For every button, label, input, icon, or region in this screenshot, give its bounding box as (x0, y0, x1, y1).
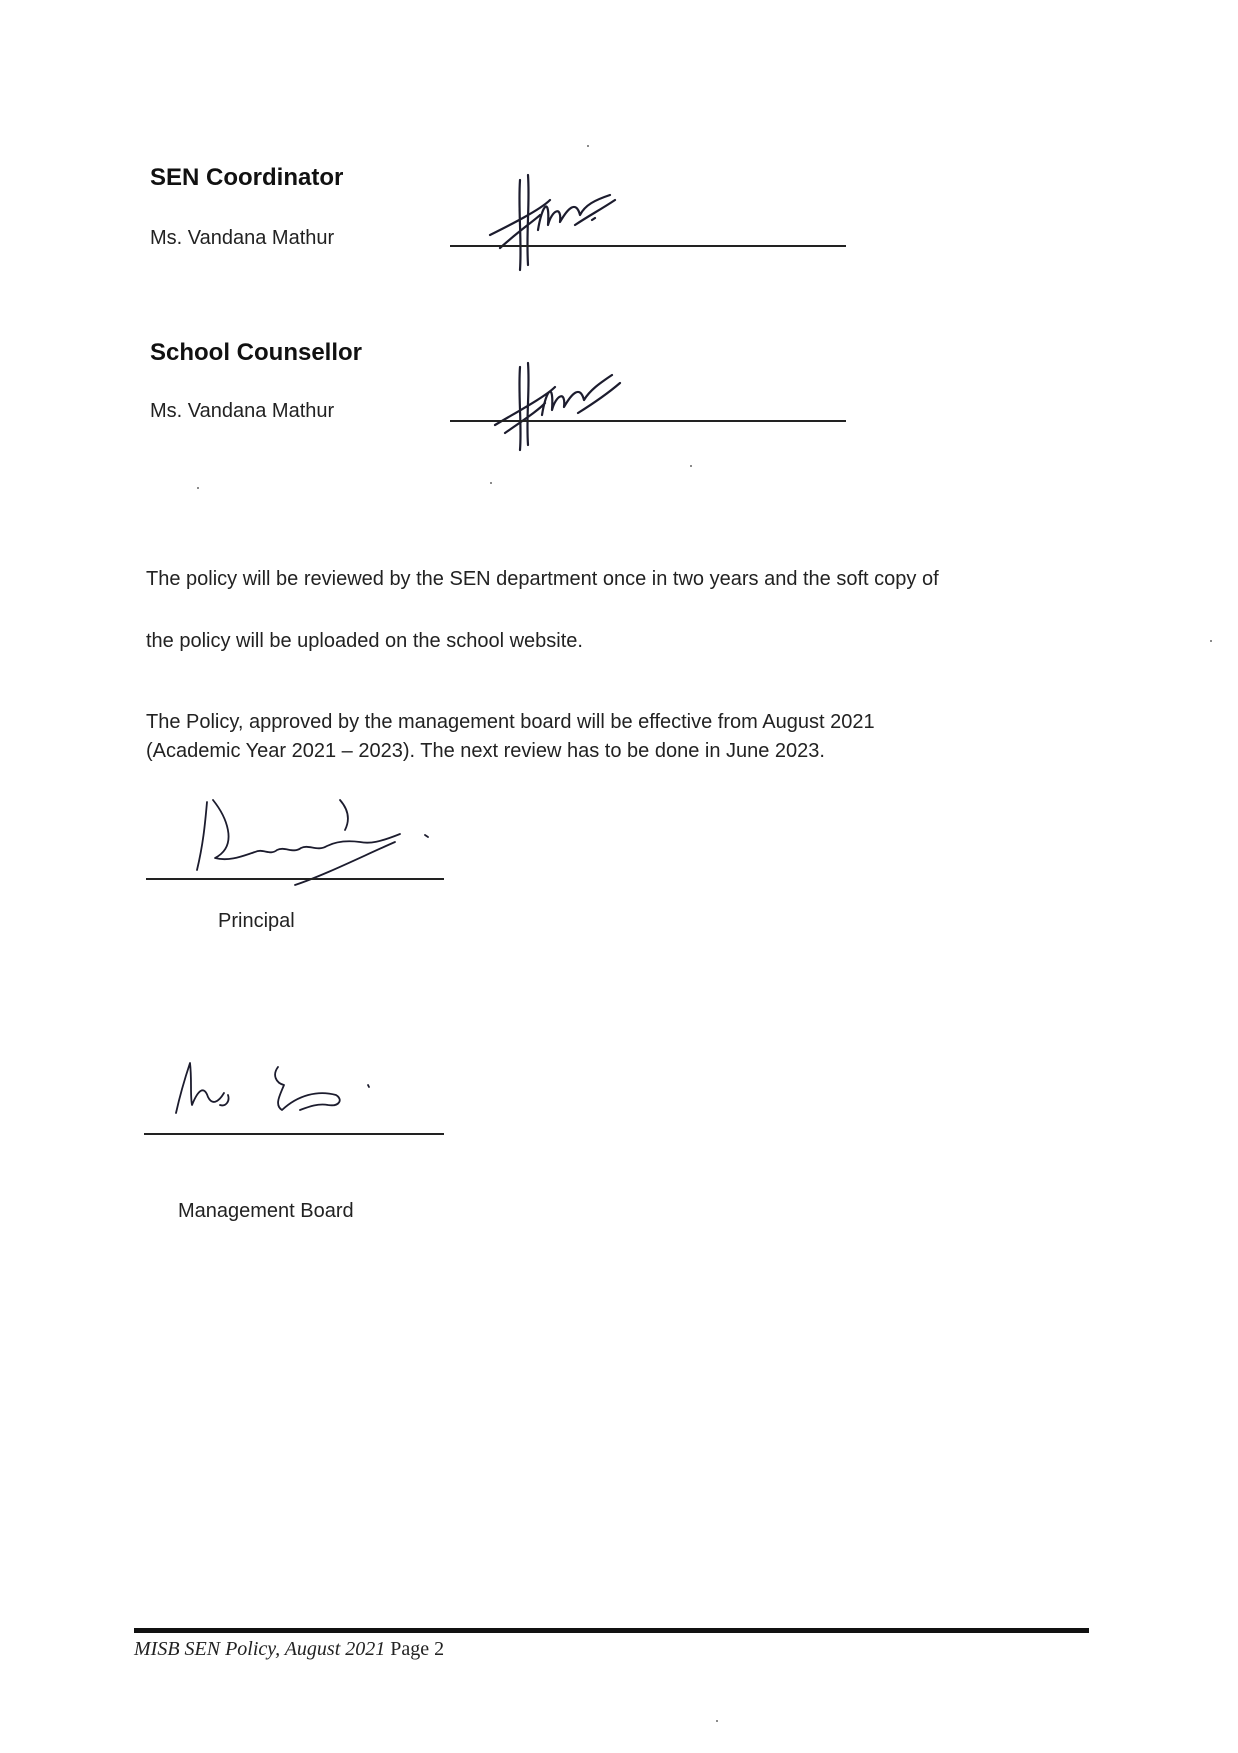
school-counsellor-name: Ms. Vandana Mathur (150, 400, 335, 422)
scan-speck (1210, 640, 1212, 642)
school-counsellor-signature (490, 355, 630, 455)
approval-text-line-1: The Policy, approved by the management board will be effective from August 2021 (146, 711, 875, 733)
footer-page-label: Page 2 (390, 1638, 445, 1660)
footer (134, 1638, 444, 1661)
scan-speck (490, 482, 492, 484)
sen-coordinator-name: Ms. Vandana Mathur (150, 227, 335, 249)
scan-speck (716, 1720, 718, 1722)
school-counsellor-signature-line (450, 420, 846, 422)
scan-speck (690, 465, 692, 467)
review-text-line-2: the policy will be uploaded on the school website. (146, 630, 583, 652)
scan-speck (197, 487, 199, 489)
principal-label: Principal (218, 910, 295, 932)
scan-speck (587, 145, 589, 147)
management-board-signature-line (144, 1133, 444, 1135)
sen-coordinator-signature-line (450, 245, 846, 247)
management-board-label: Management Board (178, 1200, 354, 1222)
principal-signature (185, 790, 445, 880)
principal-signature-line (146, 878, 444, 880)
approval-text-line-2: (Academic Year 2021 – 2023). The next review has to be done in June 2023. (146, 740, 825, 762)
school-counsellor-heading: School Counsellor (150, 339, 363, 366)
sen-coordinator-heading: SEN Coordinator (150, 164, 344, 191)
sen-coordinator-signature (480, 170, 620, 280)
footer-rule (134, 1628, 1089, 1633)
management-board-signature (168, 1055, 398, 1125)
footer-doc-title: MISB SEN Policy, August 2021 (134, 1638, 386, 1660)
review-text-line-1: The policy will be reviewed by the SEN department once in two years and the soft copy of (146, 568, 939, 590)
